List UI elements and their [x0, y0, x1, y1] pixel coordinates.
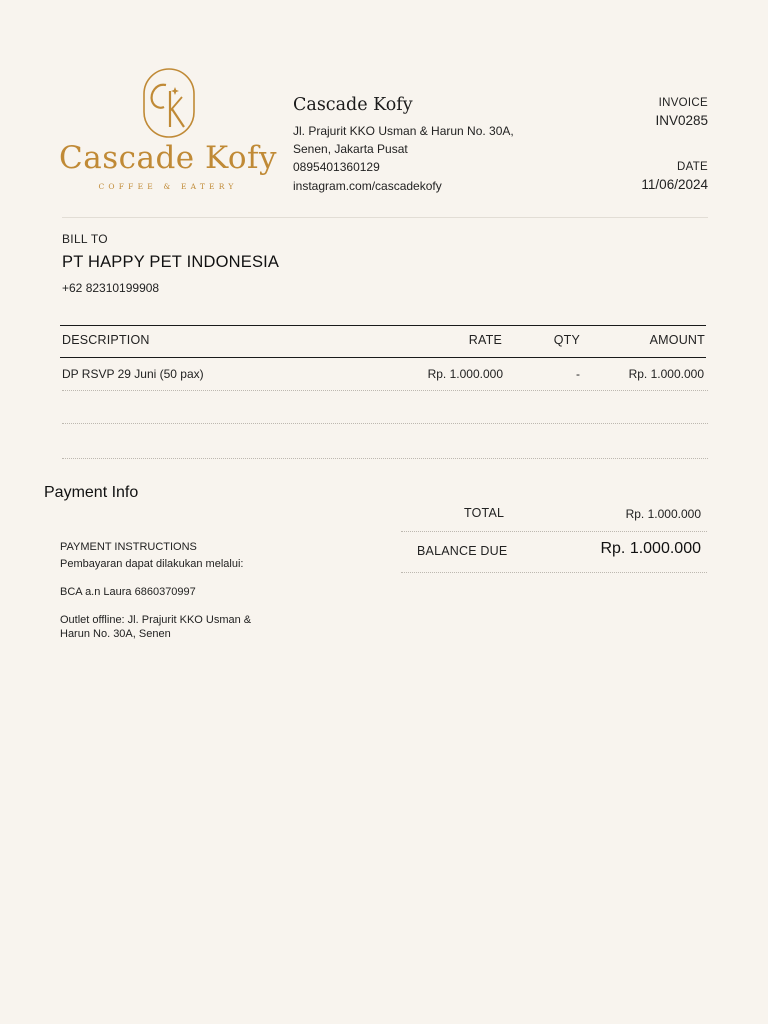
- logo-tagline: COFFEE & EATERY: [98, 182, 238, 191]
- column-header-rate: RATE: [468, 333, 502, 347]
- column-header-qty: QTY: [553, 333, 580, 347]
- table-header-rule: [60, 357, 706, 358]
- ck-monogram-logo-icon: [142, 67, 196, 139]
- invoice-date-label: DATE: [676, 161, 708, 173]
- column-header-amount: AMOUNT: [649, 333, 705, 347]
- totals-divider: [401, 531, 707, 532]
- payment-bank-account: BCA a.n Laura 6860370997: [60, 586, 196, 598]
- company-social-link[interactable]: instagram.com/cascadekofy: [293, 179, 442, 193]
- item-description: DP RSVP 29 Juni (50 pax): [62, 367, 204, 381]
- payment-intro: Pembayaran dapat dilakukan melalui:: [60, 558, 244, 570]
- total-label: TOTAL: [464, 506, 505, 520]
- payment-outlet-line2: Harun No. 30A, Senen: [60, 628, 171, 640]
- row-divider: [62, 423, 708, 424]
- payment-instructions-label: PAYMENT INSTRUCTIONS: [60, 541, 197, 553]
- item-amount: Rp. 1.000.000: [628, 367, 704, 381]
- invoice-number: INV0285: [655, 113, 708, 128]
- company-address-line1: Jl. Prajurit KKO Usman & Harun No. 30A,: [293, 124, 514, 138]
- company-name: Cascade Kofy: [293, 95, 413, 115]
- logo-wordmark: Cascade Kofy: [59, 140, 277, 176]
- company-phone: 0895401360129: [293, 160, 380, 174]
- invoice-number-label: INVOICE: [658, 97, 708, 109]
- table-top-rule: [60, 325, 706, 326]
- header-divider: [62, 217, 708, 218]
- row-divider: [62, 390, 708, 391]
- balance-due-value: Rp. 1.000.000: [600, 540, 701, 557]
- item-rate: Rp. 1.000.000: [427, 367, 503, 381]
- column-header-description: DESCRIPTION: [62, 333, 150, 347]
- invoice-date: 11/06/2024: [641, 177, 708, 192]
- item-qty: -: [576, 367, 580, 381]
- company-address-line2: Senen, Jakarta Pusat: [293, 142, 408, 156]
- balance-due-label: BALANCE DUE: [417, 544, 508, 558]
- total-value: Rp. 1.000.000: [625, 507, 701, 521]
- bill-to-label: BILL TO: [62, 232, 108, 246]
- client-phone: +62 82310199908: [62, 281, 160, 295]
- totals-divider: [401, 572, 707, 573]
- payment-outlet-line1: Outlet offline: Jl. Prajurit KKO Usman &: [60, 614, 252, 626]
- row-divider: [62, 458, 708, 459]
- payment-info-title: Payment Info: [44, 484, 139, 501]
- client-name: PT HAPPY PET INDONESIA: [62, 253, 280, 271]
